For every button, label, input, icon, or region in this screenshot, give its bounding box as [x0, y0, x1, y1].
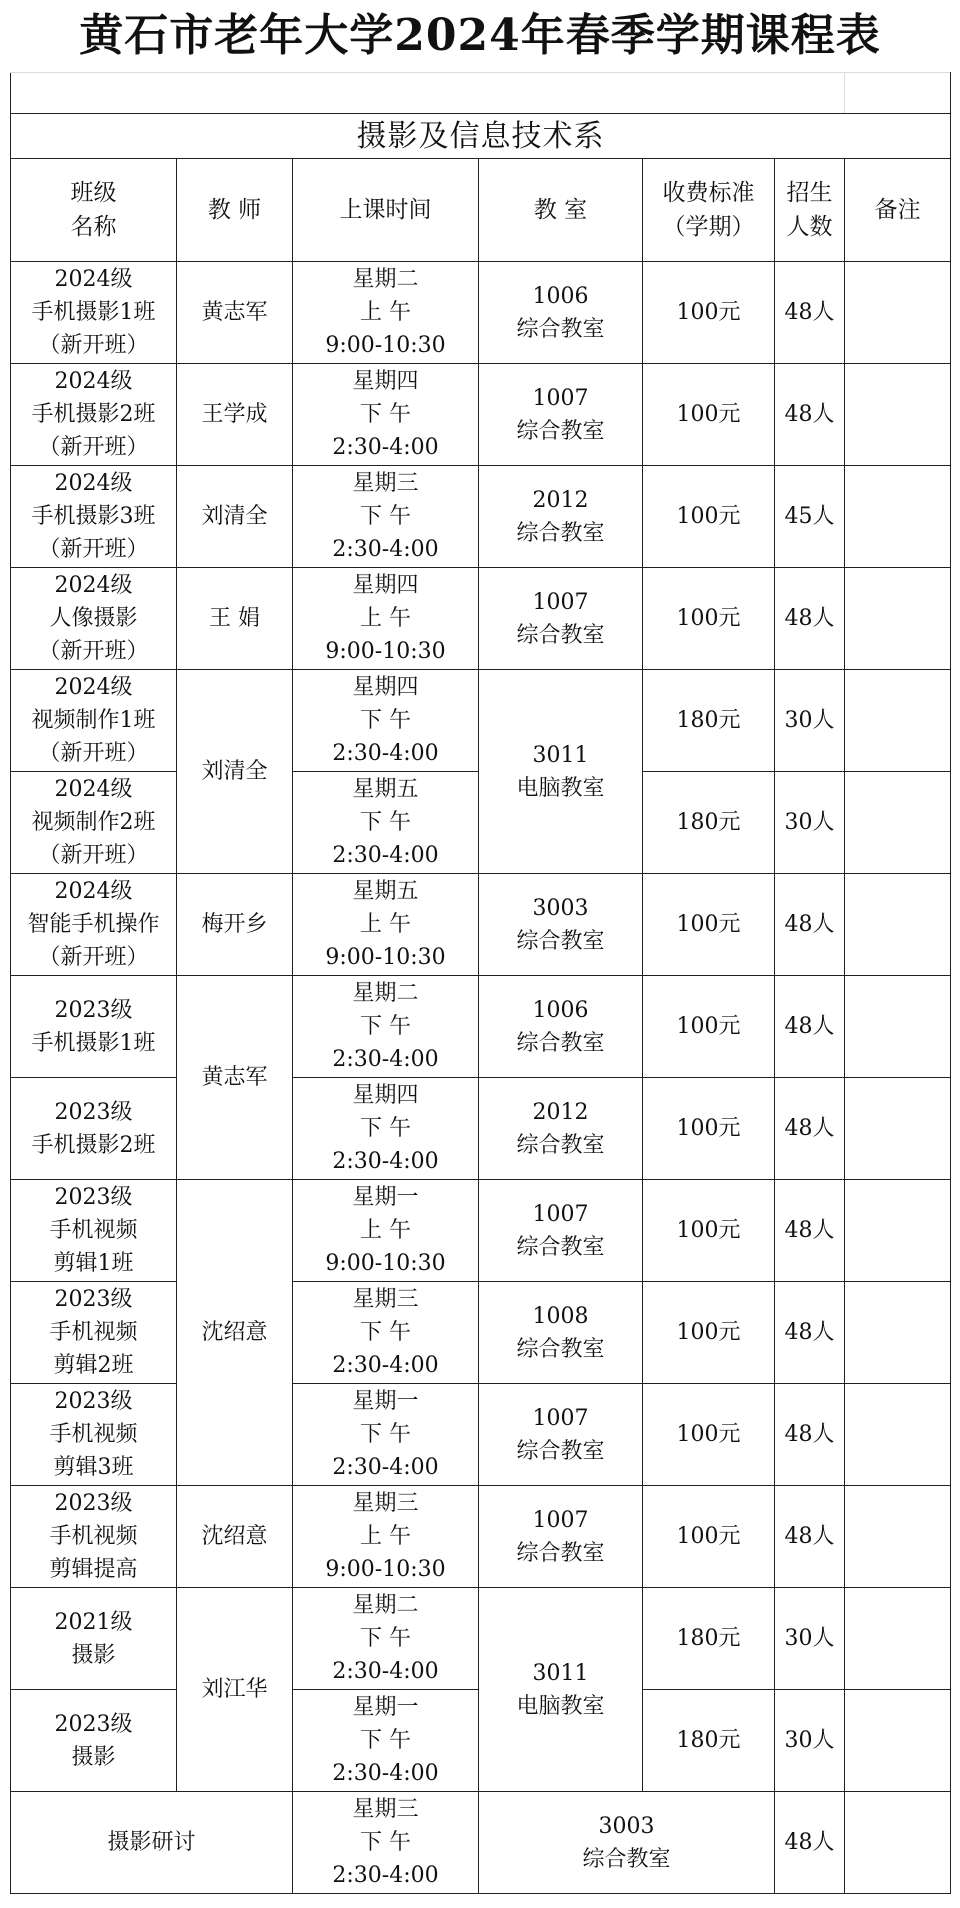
- class-name-cell: [11, 976, 177, 1078]
- note-cell: [845, 670, 951, 772]
- class-name-cell-line: 2024级: [54, 879, 133, 904]
- enroll-cell: 48人: [775, 1282, 845, 1384]
- time-cell-line: 星期二: [352, 981, 419, 1006]
- room-cell-line: 1008: [532, 1303, 589, 1329]
- note-cell: [845, 1486, 951, 1588]
- class-name-cell: [11, 1282, 177, 1384]
- room-cell-line: 综合教室: [582, 1846, 671, 1872]
- time-cell-line: 星期三: [352, 1491, 419, 1516]
- class-name-cell-line: 视频制作2班: [31, 810, 156, 835]
- time-cell-line: 2:30-4:00: [332, 435, 439, 460]
- time-cell-line: 星期四: [352, 369, 419, 394]
- fee-cell: 180元: [643, 1588, 775, 1690]
- note-cell: [845, 1588, 951, 1690]
- time-cell-line: 星期五: [352, 879, 419, 904]
- class-name-cell-line: 2024级: [54, 471, 133, 496]
- class-name-cell-line: 摄影: [71, 1744, 116, 1770]
- enroll-cell: 30人: [775, 670, 845, 772]
- class-name-cell: [11, 568, 177, 670]
- header-text: 名称: [70, 214, 117, 240]
- table-row: [11, 874, 951, 976]
- time-cell-line: 9:00-10:30: [325, 333, 446, 358]
- fee-cell: 100元: [643, 466, 775, 568]
- enroll-cell: 30人: [775, 1690, 845, 1792]
- class-name-cell-line: 2023级: [54, 1711, 133, 1737]
- enroll-cell: 48人: [775, 874, 845, 976]
- time-cell-line: 上 午: [360, 300, 411, 325]
- table-row: [11, 670, 951, 772]
- time-cell-line: 下 午: [360, 504, 411, 529]
- page-title: 黄石市老年大学2024年春季学期课程表: [79, 10, 881, 61]
- time-cell-line: 下 午: [360, 1116, 411, 1141]
- room-cell-line: 综合教室: [516, 1234, 605, 1260]
- fee-cell: 100元: [643, 262, 775, 364]
- class-name-cell: [11, 1180, 177, 1282]
- enroll-cell: 48人: [775, 1078, 845, 1180]
- time-cell-line: 下 午: [360, 1728, 411, 1753]
- table-row: [11, 1384, 951, 1486]
- time-cell-line: 星期四: [352, 573, 419, 598]
- class-name-cell-line: 智能手机操作: [27, 912, 160, 937]
- time-cell-line: 下 午: [360, 1830, 411, 1855]
- time-cell-line: 上 午: [360, 912, 411, 937]
- table-row: [11, 364, 951, 466]
- time-cell-line: 星期四: [352, 1083, 419, 1108]
- time-cell: [293, 1588, 479, 1690]
- room-cell-line: 综合教室: [516, 1030, 605, 1056]
- room-cell-line: 3011: [532, 1660, 589, 1686]
- room-cell-line: 电脑教室: [516, 1693, 605, 1719]
- class-name-cell-line: 手机视频: [49, 1422, 138, 1447]
- class-name-cell-line: （新开班）: [38, 333, 149, 358]
- room-cell-line: 综合教室: [516, 418, 605, 444]
- class-name-cell-line: 剪辑提高: [49, 1557, 138, 1582]
- class-name-cell-line: 手机摄影2班: [31, 1132, 156, 1158]
- room-cell-line: 综合教室: [516, 1438, 605, 1464]
- note-cell: [845, 772, 951, 874]
- room-cell-line: 综合教室: [516, 1336, 605, 1362]
- time-cell-line: 9:00-10:30: [325, 639, 446, 664]
- room-cell-line: 1007: [532, 385, 589, 411]
- teacher-cell: 刘江华: [177, 1588, 293, 1792]
- fee-cell: 180元: [643, 772, 775, 874]
- time-cell-line: 星期二: [352, 1593, 419, 1618]
- header-row: [11, 159, 951, 262]
- class-name-cell-line: 手机摄影3班: [31, 504, 156, 529]
- time-cell-line: 下 午: [360, 1422, 411, 1447]
- note-cell: [845, 262, 951, 364]
- room-cell-line: 综合教室: [516, 1132, 605, 1158]
- time-cell-line: 9:00-10:30: [325, 1557, 446, 1582]
- table-row: [11, 568, 951, 670]
- class-name-cell-line: 手机摄影2班: [31, 402, 156, 427]
- time-cell-line: 2:30-4:00: [332, 1761, 439, 1786]
- room-cell-line: 综合教室: [516, 520, 605, 546]
- class-name-cell-line: 手机视频: [49, 1320, 138, 1345]
- enroll-cell: 48人: [775, 1792, 845, 1894]
- fee-cell: 100元: [643, 1486, 775, 1588]
- enroll-cell: 48人: [775, 568, 845, 670]
- fee-cell: 100元: [643, 364, 775, 466]
- time-cell-line: 2:30-4:00: [332, 741, 439, 766]
- class-name-cell-line: 手机视频: [49, 1218, 138, 1243]
- blank-cell: [11, 73, 845, 114]
- header-text: 班级: [70, 180, 117, 206]
- time-cell-line: 星期三: [352, 1287, 419, 1312]
- blank-row: [11, 73, 951, 114]
- time-cell: [293, 364, 479, 466]
- enroll-cell: 48人: [775, 1486, 845, 1588]
- class-name-cell-line: 手机视频: [49, 1524, 138, 1549]
- teacher-cell: 黄志军: [177, 976, 293, 1180]
- enroll-cell: 45人: [775, 466, 845, 568]
- class-name-cell-line: 2023级: [54, 1099, 133, 1125]
- header-room: 教 室: [479, 159, 643, 262]
- class-name-cell: [11, 670, 177, 772]
- time-cell-line: 星期二: [352, 267, 419, 292]
- time-cell-line: 下 午: [360, 402, 411, 427]
- header-text: 招生: [786, 180, 833, 206]
- header-text: 收费标准: [662, 180, 755, 206]
- time-cell-line: 2:30-4:00: [332, 1863, 439, 1888]
- time-cell-line: 下 午: [360, 1014, 411, 1039]
- enroll-cell: 48人: [775, 364, 845, 466]
- class-name-cell-line: 剪辑1班: [53, 1251, 134, 1276]
- room-cell-line: 1007: [532, 589, 589, 615]
- class-name-cell-line: 摄影研讨: [107, 1830, 196, 1855]
- enroll-cell: 48人: [775, 1180, 845, 1282]
- class-name-cell-line: （新开班）: [38, 435, 149, 460]
- time-cell: [293, 1384, 479, 1486]
- room-cell: [479, 976, 643, 1078]
- time-cell: [293, 1180, 479, 1282]
- class-name-cell-line: 2024级: [54, 369, 133, 394]
- time-cell: [293, 976, 479, 1078]
- time-cell-line: 2:30-4:00: [332, 1047, 439, 1072]
- class-name-cell: [11, 772, 177, 874]
- time-cell: [293, 262, 479, 364]
- time-cell-line: 下 午: [360, 708, 411, 733]
- room-cell: [479, 466, 643, 568]
- class-name-cell-line: 手机摄影1班: [31, 300, 156, 325]
- time-cell-line: 下 午: [360, 1626, 411, 1651]
- class-name-cell-line: 手机摄影1班: [31, 1030, 156, 1056]
- time-cell-line: 2:30-4:00: [332, 1659, 439, 1684]
- department-title: 摄影及信息技术系: [11, 114, 951, 159]
- time-cell-line: 2:30-4:00: [332, 1353, 439, 1378]
- table-row: [11, 1588, 951, 1690]
- enroll-cell: 30人: [775, 772, 845, 874]
- room-cell: [479, 568, 643, 670]
- class-name-cell-line: 2023级: [54, 1287, 133, 1312]
- room-cell-line: 3003: [532, 895, 589, 921]
- teacher-cell: 沈绍意: [177, 1486, 293, 1588]
- room-cell: [479, 1486, 643, 1588]
- blank-cell: [845, 73, 951, 114]
- note-cell: [845, 1180, 951, 1282]
- class-name-cell-line: 摄影: [71, 1642, 116, 1668]
- table-row: [11, 1486, 951, 1588]
- teacher-cell: 刘清全: [177, 466, 293, 568]
- time-cell-line: 上 午: [360, 606, 411, 631]
- teacher-cell: 刘清全: [177, 670, 293, 874]
- time-cell-line: 星期三: [352, 471, 419, 496]
- note-cell: [845, 1282, 951, 1384]
- header-teacher: 教 师: [177, 159, 293, 262]
- header-enroll: [775, 159, 845, 262]
- time-cell-line: 2:30-4:00: [332, 1455, 439, 1480]
- time-cell-line: 星期一: [352, 1389, 419, 1414]
- note-cell: [845, 1690, 951, 1792]
- class-name-cell: [11, 1792, 293, 1894]
- fee-cell: 100元: [643, 1078, 775, 1180]
- class-name-cell: [11, 874, 177, 976]
- note-cell: [845, 466, 951, 568]
- fee-cell: 180元: [643, 670, 775, 772]
- table-row: [11, 262, 951, 364]
- table-row: [11, 1180, 951, 1282]
- time-cell: [293, 1282, 479, 1384]
- time-cell: [293, 1486, 479, 1588]
- room-cell-line: 2012: [532, 487, 589, 513]
- time-cell: [293, 1078, 479, 1180]
- class-name-cell-line: 2023级: [54, 1185, 133, 1210]
- room-cell-line: 电脑教室: [516, 775, 605, 801]
- fee-cell: 100元: [643, 568, 775, 670]
- room-cell: [479, 262, 643, 364]
- enroll-cell: 48人: [775, 976, 845, 1078]
- class-name-cell-line: 人像摄影: [49, 606, 138, 631]
- class-name-cell-line: （新开班）: [38, 537, 149, 562]
- time-cell-line: 下 午: [360, 1320, 411, 1345]
- time-cell-line: 9:00-10:30: [325, 1251, 446, 1276]
- class-name-cell: [11, 262, 177, 364]
- room-cell: [479, 1792, 775, 1894]
- note-cell: [845, 874, 951, 976]
- room-cell-line: 1007: [532, 1507, 589, 1533]
- time-cell: [293, 466, 479, 568]
- note-cell: [845, 568, 951, 670]
- time-cell-line: 星期五: [352, 777, 419, 802]
- table-row: [11, 976, 951, 1078]
- room-cell-line: 2012: [532, 1099, 589, 1125]
- room-cell-line: 综合教室: [516, 1540, 605, 1566]
- class-name-cell-line: 2021级: [54, 1609, 133, 1635]
- time-cell-line: 2:30-4:00: [332, 1149, 439, 1174]
- header-time: 上课时间: [293, 159, 479, 262]
- table-row: [11, 1792, 951, 1894]
- room-cell-line: 综合教室: [516, 622, 605, 648]
- time-cell: [293, 772, 479, 874]
- class-name-cell-line: 2023级: [54, 1389, 133, 1414]
- room-cell: [479, 1588, 643, 1792]
- class-name-cell: [11, 466, 177, 568]
- time-cell-line: 星期四: [352, 675, 419, 700]
- enroll-cell: 30人: [775, 1588, 845, 1690]
- class-name-cell: [11, 1690, 177, 1792]
- room-cell-line: 综合教室: [516, 316, 605, 342]
- room-cell: [479, 874, 643, 976]
- room-cell-line: 3011: [532, 742, 589, 768]
- note-cell: [845, 976, 951, 1078]
- class-name-cell: [11, 1588, 177, 1690]
- class-name-cell-line: 视频制作1班: [31, 708, 156, 733]
- department-row: [11, 114, 951, 159]
- time-cell-line: 上 午: [360, 1218, 411, 1243]
- time-cell-line: 上 午: [360, 1524, 411, 1549]
- time-cell-line: 下 午: [360, 810, 411, 835]
- time-cell-line: 星期一: [352, 1695, 419, 1720]
- table-row: [11, 1078, 951, 1180]
- room-cell-line: 综合教室: [516, 928, 605, 954]
- table-row: [11, 466, 951, 568]
- header-fee: [643, 159, 775, 262]
- header-note: 备注: [845, 159, 951, 262]
- course-schedule-table: [10, 72, 951, 1894]
- time-cell: [293, 1792, 479, 1894]
- room-cell: [479, 670, 643, 874]
- class-name-cell-line: 2023级: [54, 1491, 133, 1516]
- class-name-cell-line: 2024级: [54, 267, 133, 292]
- room-cell: [479, 1282, 643, 1384]
- class-name-cell-line: （新开班）: [38, 843, 149, 868]
- room-cell-line: 1006: [532, 997, 589, 1023]
- class-name-cell: [11, 1384, 177, 1486]
- class-name-cell: [11, 1486, 177, 1588]
- room-cell-line: 1007: [532, 1201, 589, 1227]
- time-cell-line: 星期一: [352, 1185, 419, 1210]
- room-cell: [479, 1384, 643, 1486]
- header-text: （学期）: [662, 214, 755, 240]
- table-row: [11, 1282, 951, 1384]
- fee-cell: 100元: [643, 874, 775, 976]
- fee-cell: 100元: [643, 1282, 775, 1384]
- class-name-cell-line: （新开班）: [38, 639, 149, 664]
- time-cell: [293, 1690, 479, 1792]
- fee-cell: 100元: [643, 1384, 775, 1486]
- fee-cell: 180元: [643, 1690, 775, 1792]
- room-cell-line: 1007: [532, 1405, 589, 1431]
- fee-cell: 100元: [643, 1180, 775, 1282]
- header-text: 人数: [786, 214, 833, 240]
- fee-cell: 100元: [643, 976, 775, 1078]
- class-name-cell: [11, 1078, 177, 1180]
- note-cell: [845, 1078, 951, 1180]
- class-name-cell-line: 2024级: [54, 573, 133, 598]
- time-cell-line: 2:30-4:00: [332, 843, 439, 868]
- room-cell: [479, 1078, 643, 1180]
- teacher-cell: 王 娟: [177, 568, 293, 670]
- header-class-name: [11, 159, 177, 262]
- class-name-cell-line: 剪辑3班: [53, 1455, 134, 1480]
- class-name-cell-line: （新开班）: [38, 741, 149, 766]
- class-name-cell-line: 2024级: [54, 675, 133, 700]
- time-cell: [293, 670, 479, 772]
- teacher-cell: 黄志军: [177, 262, 293, 364]
- room-cell-line: 3003: [598, 1813, 655, 1839]
- class-name-cell-line: （新开班）: [38, 945, 149, 970]
- teacher-cell: 沈绍意: [177, 1180, 293, 1486]
- class-name-cell-line: 剪辑2班: [53, 1353, 134, 1378]
- room-cell-line: 1006: [532, 283, 589, 309]
- time-cell-line: 星期三: [352, 1797, 419, 1822]
- class-name-cell-line: 2023级: [54, 997, 133, 1023]
- enroll-cell: 48人: [775, 262, 845, 364]
- time-cell: [293, 568, 479, 670]
- teacher-cell: 王学成: [177, 364, 293, 466]
- time-cell-line: 2:30-4:00: [332, 537, 439, 562]
- class-name-cell: [11, 364, 177, 466]
- room-cell: [479, 1180, 643, 1282]
- teacher-cell: 梅开乡: [177, 874, 293, 976]
- room-cell: [479, 364, 643, 466]
- note-cell: [845, 1792, 951, 1894]
- class-name-cell-line: 2024级: [54, 777, 133, 802]
- time-cell-line: 9:00-10:30: [325, 945, 446, 970]
- note-cell: [845, 1384, 951, 1486]
- enroll-cell: 48人: [775, 1384, 845, 1486]
- time-cell: [293, 874, 479, 976]
- note-cell: [845, 364, 951, 466]
